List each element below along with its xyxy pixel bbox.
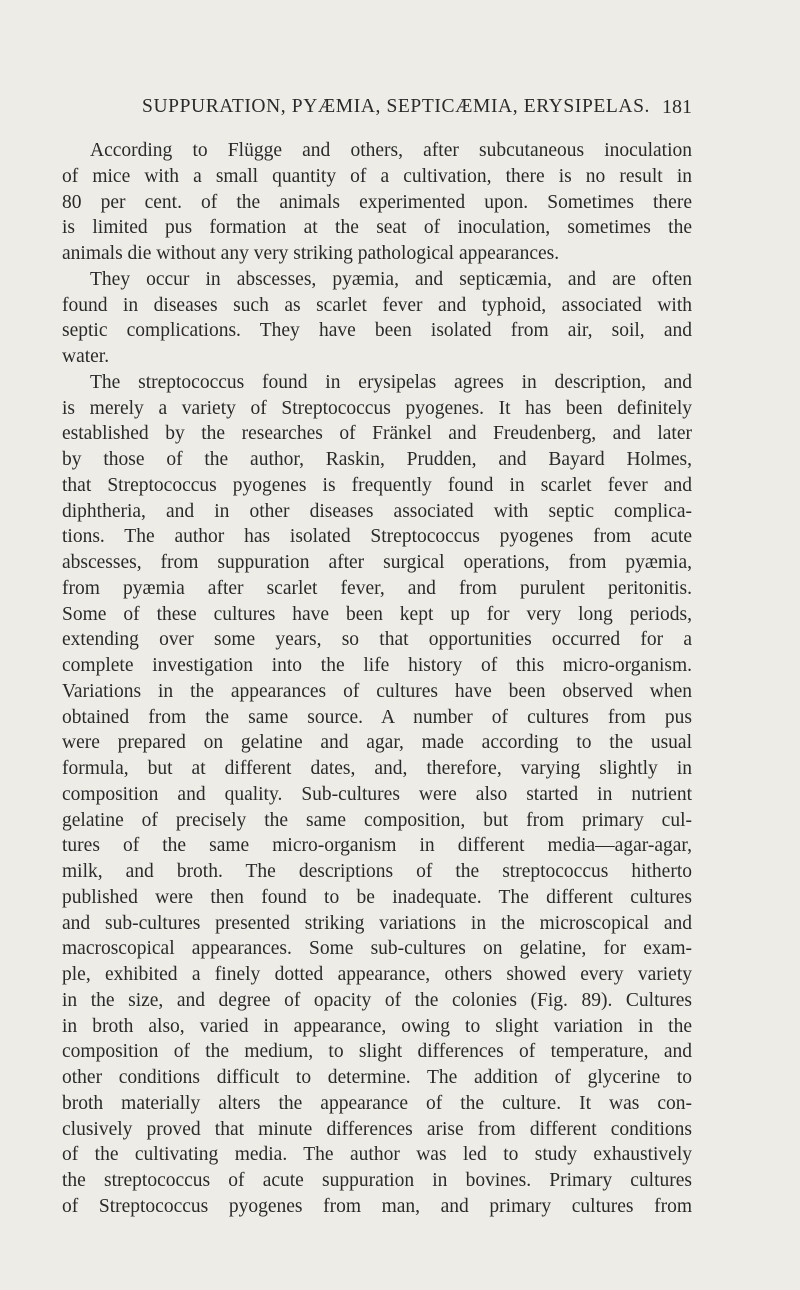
text-line: macroscopical appearances. Some sub-cultures on gelatine, for exam- bbox=[62, 938, 692, 960]
text-line: According to Flügge and others, after subcutaneous inoculation bbox=[90, 140, 692, 161]
text-line: They occur in abscesses, pyæmia, and septicæmia, and are often bbox=[90, 268, 692, 290]
text-line: septic complications. They have been isolated from air, soil, and bbox=[62, 320, 692, 342]
text-line: in broth also, varied in appearance, owing to slight variation in the bbox=[62, 1015, 692, 1037]
text-line: from pyæmia after scarlet fever, and from purulent peritonitis. bbox=[62, 577, 692, 599]
running-head: SUPPURATION, PYÆMIA, SEPTICÆMIA, ERYSIPELAS. bbox=[142, 96, 651, 117]
text-line: extending over some years, so that opportunities occurred for a bbox=[62, 629, 692, 651]
text-line: established by the researches of Fränkel and Freudenberg, and later bbox=[62, 423, 692, 445]
text-line: obtained from the same source. A number of cultures from pus bbox=[62, 706, 692, 728]
text-line: is limited pus formation at the seat of inoculation, sometimes the bbox=[62, 217, 692, 239]
text-line: animals die without any very striking pathological appearances. bbox=[62, 243, 560, 264]
text-line: other conditions difficult to determine. The addition of glycerine to bbox=[62, 1067, 692, 1088]
text-line: composition and quality. Sub-cultures were also started in nutrient bbox=[62, 783, 692, 805]
text-line: in the size, and degree of opacity of the colonies (Fig. 89). Cultures bbox=[62, 989, 692, 1011]
text-line: abscesses, from suppuration after surgical operations, from pyæmia, bbox=[62, 552, 692, 573]
text-line: of the cultivating media. The author was led to study exhaustively bbox=[62, 1144, 692, 1166]
text-line: Some of these cultures have been kept up for very long periods, bbox=[62, 603, 692, 625]
text-line: were prepared on gelatine and agar, made according to the usual bbox=[62, 732, 692, 754]
text-line: is merely a variety of Streptococcus pyogenes. It has been definitely bbox=[62, 397, 692, 419]
text-line: found in diseases such as scarlet fever and typhoid, associated with bbox=[62, 294, 692, 316]
text-line: 80 per cent. of the animals experimented upon. Sometimes there bbox=[62, 191, 692, 213]
page-header bbox=[142, 96, 692, 126]
page-number: 181 bbox=[662, 96, 692, 118]
text-line: Variations in the appearances of cultures have been observed when bbox=[62, 680, 692, 702]
text-line: tures of the same micro-organism in different media—agar-agar, bbox=[62, 835, 692, 857]
text-line: gelatine of precisely the same composition, but from primary cul- bbox=[62, 809, 692, 831]
text-line: and sub-cultures presented striking variations in the microscopical and bbox=[62, 912, 692, 934]
text-line: formula, but at different dates, and, therefore, varying slightly in bbox=[62, 758, 692, 779]
text-line: ple, exhibited a finely dotted appearance, others showed every variety bbox=[62, 964, 692, 985]
text-line: by those of the author, Raskin, Prudden, and Bayard Holmes, bbox=[62, 449, 692, 470]
text-line: composition of the medium, to slight differences of temperature, and bbox=[62, 1041, 692, 1063]
text-line: broth materially alters the appearance of the culture. It was con- bbox=[62, 1092, 692, 1114]
text-line: diphtheria, and in other diseases associated with septic complica- bbox=[62, 500, 692, 522]
text-line: complete investigation into the life history of this micro-organism. bbox=[62, 655, 692, 676]
text-line: clusively proved that minute differences arise from different conditions bbox=[62, 1118, 692, 1140]
text-line: water. bbox=[62, 346, 110, 367]
text-line: of mice with a small quantity of a cultivation, there is no result in bbox=[62, 165, 692, 187]
text-line: milk, and broth. The descriptions of the streptococcus hitherto bbox=[62, 861, 692, 882]
text-line: the streptococcus of acute suppuration in bovines. Primary cultures bbox=[62, 1170, 692, 1191]
text-line: The streptococcus found in erysipelas agrees in description, and bbox=[90, 371, 692, 393]
text-line: published were then found to be inadequate. The different cultures bbox=[62, 886, 692, 908]
text-line: tions. The author has isolated Streptococcus pyogenes from acute bbox=[62, 526, 692, 548]
text-line: of Streptococcus pyogenes from man, and primary cultures from bbox=[62, 1195, 692, 1217]
body-text bbox=[62, 138, 692, 1220]
text-line: that Streptococcus pyogenes is frequently found in scarlet fever and bbox=[62, 474, 692, 496]
